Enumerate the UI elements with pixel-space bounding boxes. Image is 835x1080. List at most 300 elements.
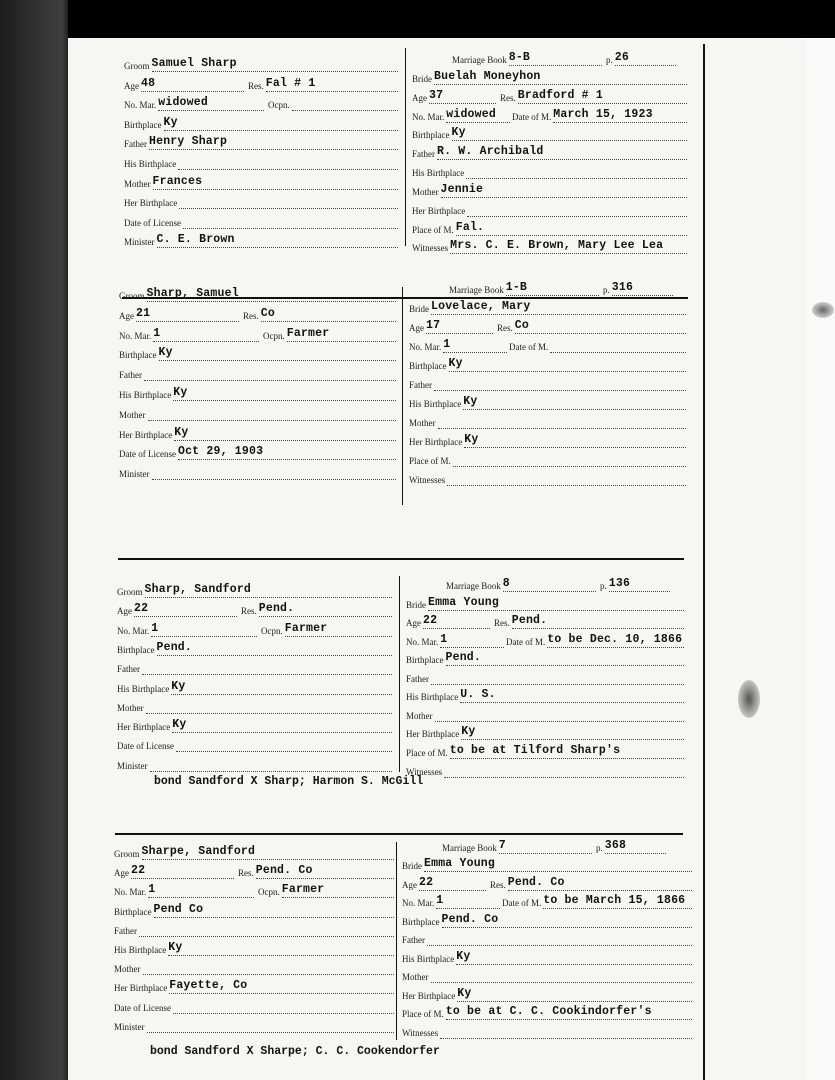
bride-mother-value	[438, 428, 687, 429]
groom-times-married-value: 1	[148, 883, 254, 898]
record-divider-vertical	[396, 842, 397, 1040]
groom-birthplace	[124, 115, 398, 131]
bride-name-value: Emma Young	[424, 857, 692, 872]
groom-date-of-license	[114, 998, 394, 1014]
groom-mother-birthplace	[117, 717, 392, 733]
groom-father-birthplace-value: Ky	[173, 386, 396, 401]
bride-father-birthplace-label: His Birthplace	[406, 692, 459, 703]
bride-mother-label: Mother	[412, 186, 439, 197]
bride-date-of-marriage-value: to be Dec. 10, 1866	[547, 632, 683, 646]
groom-times-married-label: No. Mar.	[119, 330, 152, 341]
record-divider-vertical	[402, 287, 403, 505]
bride-father	[409, 375, 686, 391]
bride-mother-birthplace	[406, 724, 684, 740]
groom-name-value: Sharp, Samuel	[147, 287, 397, 302]
bride-age-label: Age	[406, 618, 421, 629]
groom-birthplace-value: Pend.	[157, 641, 393, 656]
bride-residence-value: Pend. Co	[508, 876, 692, 891]
bride-residence-label: Res.	[497, 323, 513, 334]
groom-minister	[119, 464, 396, 480]
marriage-book-page	[596, 838, 666, 854]
groom-minister-label: Minister	[114, 1021, 145, 1032]
bride-times-married	[402, 893, 500, 909]
witnesses-value	[440, 1038, 692, 1039]
bride-age	[412, 88, 496, 104]
scan-top-border	[0, 0, 835, 38]
bride-mother-value: Jennie	[441, 183, 688, 198]
groom-mother-label: Mother	[114, 964, 141, 975]
groom-occupation	[258, 882, 394, 898]
bride-date-of-marriage-label: Date of M.	[502, 898, 542, 909]
bride-residence-label: Res.	[500, 92, 516, 103]
groom-age	[119, 306, 239, 322]
bride-father-birthplace-label: His Birthplace	[402, 953, 455, 964]
groom-minister-label: Minister	[119, 469, 150, 480]
groom-residence	[241, 601, 392, 617]
groom-father-value: Henry Sharp	[149, 135, 398, 150]
groom-birthplace-value: Pend Co	[154, 903, 395, 918]
groom-minister	[124, 232, 398, 248]
marriage-book	[449, 280, 599, 296]
groom-date-of-license	[119, 444, 396, 460]
groom-times-married-label: No. Mar.	[117, 625, 150, 636]
witnesses	[412, 238, 687, 254]
groom-mother-birthplace	[119, 425, 396, 441]
groom-name-label: Groom	[124, 61, 150, 71]
witnesses	[406, 762, 684, 778]
groom-birthplace-label: Birthplace	[114, 906, 152, 917]
bride-birthplace-value: Ky	[449, 357, 687, 372]
bride-father-birthplace	[402, 949, 692, 965]
groom-age-label: Age	[114, 868, 129, 879]
groom-birthplace-value: Ky	[164, 116, 399, 131]
bride-date-of-marriage	[509, 337, 686, 353]
groom-minister-value: C. E. Brown	[157, 233, 399, 248]
bride-mother-label: Mother	[402, 972, 429, 983]
bride-birthplace	[412, 125, 687, 141]
groom-times-married	[114, 882, 254, 898]
scan-speck	[812, 302, 834, 318]
bride-father-label: Father	[409, 380, 432, 391]
bride-residence	[497, 318, 686, 334]
groom-name-value: Samuel Sharp	[152, 57, 399, 72]
groom-minister-value	[147, 1032, 395, 1033]
marriage-book	[442, 838, 592, 854]
groom-residence-value: Pend. Co	[256, 864, 394, 879]
bride-mother	[406, 706, 684, 722]
place-of-marriage-value	[453, 466, 686, 467]
groom-mother-birthplace-value	[179, 208, 398, 209]
groom-father-label: Father	[117, 664, 140, 675]
groom-occupation-label: Ocpn.	[263, 330, 285, 341]
groom-father-birthplace	[124, 154, 398, 170]
groom-mother-birthplace-value: Ky	[174, 426, 396, 441]
bride-times-married-label: No. Mar.	[412, 111, 445, 122]
place-of-marriage-label: Place of M.	[402, 1009, 444, 1020]
groom-birthplace	[114, 902, 394, 918]
groom-mother-value	[146, 713, 393, 714]
groom-father	[117, 659, 392, 675]
groom-minister-label: Minister	[117, 760, 148, 771]
groom-father-birthplace-label: His Birthplace	[119, 390, 172, 400]
bride-name-label: Bride	[412, 73, 432, 84]
bride-times-married-label: No. Mar.	[402, 898, 435, 909]
record-separator-line	[118, 558, 684, 560]
groom-name-value: Sharpe, Sandford	[142, 845, 395, 860]
bride-date-of-marriage-value: March 15, 1923	[553, 108, 687, 123]
scan-right-margin	[805, 38, 835, 1080]
bride-age-label: Age	[409, 323, 424, 334]
groom-name-label: Groom	[117, 587, 143, 597]
groom-father-birthplace-value: Ky	[171, 680, 392, 695]
bride-residence	[490, 875, 692, 891]
marriage-book-label: Marriage Book	[452, 55, 507, 65]
groom-father-label: Father	[119, 370, 142, 381]
groom-birthplace	[119, 345, 396, 361]
bride-mother-birthplace-label: Her Birthplace	[409, 437, 463, 448]
bride-father-birthplace-label: His Birthplace	[409, 399, 462, 410]
bride-age-label: Age	[402, 879, 417, 890]
witnesses-label: Witnesses	[402, 1027, 439, 1038]
bride-date-of-marriage	[502, 893, 692, 909]
bride-name	[406, 595, 684, 611]
bride-residence-value: Pend.	[512, 614, 684, 629]
bride-father	[406, 669, 684, 685]
groom-name	[124, 56, 398, 72]
groom-times-married	[117, 621, 257, 637]
bride-father-label: Father	[412, 149, 435, 160]
groom-age-value: 22	[134, 602, 237, 617]
witnesses	[402, 1023, 692, 1039]
bride-father-birthplace-label: His Birthplace	[412, 168, 465, 179]
bride-father	[412, 144, 687, 160]
groom-age-label: Age	[124, 80, 139, 91]
bride-father-value: R. W. Archibald	[437, 145, 687, 160]
groom-mother-value: Frances	[153, 175, 399, 190]
groom-father-birthplace-label: His Birthplace	[124, 159, 177, 169]
bride-age	[402, 875, 486, 891]
bride-residence-label: Res.	[490, 879, 506, 890]
groom-age	[117, 601, 237, 617]
bride-name	[409, 299, 686, 315]
groom-mother-label: Mother	[119, 409, 146, 420]
bride-residence-value: Co	[515, 319, 686, 334]
bride-father-value	[431, 684, 684, 685]
bond-note: bond Sandford X Sharpe; C. C. Cookendorfer	[150, 1045, 440, 1058]
bride-times-married-value: 1	[436, 894, 500, 909]
bride-birthplace-label: Birthplace	[412, 130, 450, 141]
groom-father-label: Father	[114, 925, 137, 936]
groom-residence-label: Res.	[238, 868, 254, 879]
groom-father-label: Father	[124, 139, 147, 150]
marriage-book-value: 8	[503, 577, 596, 592]
groom-date-of-license	[117, 736, 392, 752]
marriage-book-label: Marriage Book	[442, 843, 497, 853]
bride-residence	[494, 613, 684, 629]
groom-occupation-value: Farmer	[282, 883, 394, 898]
bride-mother-birthplace-value: Ky	[457, 987, 692, 1002]
record-divider-vertical	[399, 576, 400, 772]
bride-name-label: Bride	[406, 599, 426, 610]
groom-mother-birthplace-value: Fayette, Co	[169, 979, 394, 994]
place-of-marriage-value: to be at C. C. Cookindorfer's	[446, 1005, 692, 1020]
groom-father-birthplace	[114, 940, 394, 956]
groom-name	[117, 582, 392, 598]
groom-occupation-value: Farmer	[287, 327, 396, 342]
marriage-book-page-label: p.	[600, 581, 607, 591]
groom-mother-label: Mother	[117, 702, 144, 713]
groom-age-label: Age	[119, 310, 134, 321]
bride-mother-birthplace-value: Ky	[461, 725, 684, 740]
scan-left-border	[0, 0, 68, 1080]
groom-birthplace-label: Birthplace	[117, 644, 155, 655]
groom-date-of-license-value	[183, 228, 398, 229]
bride-mother	[402, 967, 692, 983]
bride-date-of-marriage-label: Date of M.	[512, 111, 552, 122]
groom-father-birthplace-label: His Birthplace	[114, 945, 167, 955]
marriage-book-page	[600, 576, 670, 592]
bride-times-married-value: 1	[443, 338, 507, 353]
witnesses-value: Mrs. C. E. Brown, Mary Lee Lea	[450, 239, 687, 254]
groom-residence-label: Res.	[241, 606, 257, 617]
groom-father-value	[142, 674, 392, 675]
marriage-book-page	[603, 280, 673, 296]
place-of-marriage	[406, 743, 684, 759]
bride-birthplace-value: Ky	[452, 126, 688, 141]
bride-birthplace	[409, 356, 686, 372]
scan-smudge	[738, 680, 760, 718]
bride-age-value: 22	[423, 614, 490, 629]
groom-name-label: Groom	[114, 849, 140, 859]
bride-father-label: Father	[402, 935, 425, 946]
groom-age-value: 21	[136, 307, 239, 322]
groom-minister-value	[150, 771, 393, 772]
groom-occupation	[263, 326, 396, 342]
marriage-book-page-value: 368	[605, 839, 666, 854]
bride-birthplace	[402, 912, 692, 928]
groom-minister-value	[152, 479, 397, 480]
bride-mother	[409, 413, 686, 429]
groom-father-birthplace	[119, 385, 396, 401]
groom-date-of-license-value: Oct 29, 1903	[178, 445, 396, 460]
witnesses-label: Witnesses	[409, 475, 446, 486]
groom-times-married-label: No. Mar.	[124, 100, 157, 111]
witnesses	[409, 470, 686, 486]
groom-name	[114, 844, 394, 860]
groom-mother-birthplace-label: Her Birthplace	[117, 722, 171, 733]
place-of-marriage	[402, 1004, 692, 1020]
groom-occupation	[261, 621, 392, 637]
groom-father-birthplace-value: Ky	[168, 941, 394, 956]
groom-father-birthplace	[117, 679, 392, 695]
marriage-book-page-label: p.	[606, 55, 613, 65]
groom-occupation-value: Farmer	[285, 622, 392, 637]
marriage-book-value: 1-B	[506, 281, 599, 296]
groom-occupation-label: Ocpn.	[261, 625, 283, 636]
groom-date-of-license-label: Date of License	[124, 217, 181, 228]
place-of-marriage-value: Fal.	[456, 221, 687, 236]
groom-father-birthplace-label: His Birthplace	[117, 683, 170, 694]
groom-age	[124, 76, 244, 92]
bride-times-married	[406, 632, 504, 648]
groom-date-of-license-label: Date of License	[114, 1002, 171, 1013]
groom-occupation-label: Ocpn.	[268, 100, 290, 111]
record-divider-vertical	[405, 48, 406, 246]
bride-mother-birthplace	[402, 986, 692, 1002]
marriage-book	[452, 50, 602, 66]
bride-birthplace-value: Pend. Co	[442, 913, 693, 928]
groom-age-value: 48	[141, 77, 244, 92]
bride-mother-value	[435, 721, 685, 722]
bride-residence-value: Bradford # 1	[518, 89, 687, 104]
bride-mother-birthplace-label: Her Birthplace	[406, 729, 460, 740]
groom-residence	[238, 863, 394, 879]
bride-mother-birthplace-label: Her Birthplace	[402, 990, 456, 1001]
witnesses-value	[447, 485, 686, 486]
bride-age-value: 37	[429, 89, 496, 104]
groom-age	[114, 863, 234, 879]
groom-residence	[243, 306, 396, 322]
bride-mother-birthplace	[412, 201, 687, 217]
bride-father-birthplace-value: Ky	[463, 395, 686, 410]
groom-father	[124, 134, 398, 150]
bride-age-value: 17	[426, 319, 493, 334]
groom-date-of-license-value	[173, 1013, 394, 1014]
groom-residence-label: Res.	[248, 80, 264, 91]
groom-mother-value	[143, 974, 395, 975]
bride-father-birthplace	[409, 394, 686, 410]
groom-date-of-license	[124, 213, 398, 229]
place-of-marriage-value: to be at Tilford Sharp's	[450, 744, 684, 759]
groom-father-value	[144, 380, 396, 381]
bride-mother-birthplace-value	[467, 216, 687, 217]
groom-mother-birthplace-label: Her Birthplace	[124, 198, 178, 209]
bride-birthplace-label: Birthplace	[402, 916, 440, 927]
marriage-book-page-value: 26	[615, 51, 676, 66]
bride-name	[412, 69, 687, 85]
bride-age-value: 22	[419, 876, 486, 891]
bride-residence-label: Res.	[494, 618, 510, 629]
bride-name	[402, 856, 692, 872]
bride-date-of-marriage-value: to be March 15, 1866	[543, 894, 692, 909]
groom-residence	[248, 76, 398, 92]
groom-mother	[114, 959, 394, 975]
bride-date-of-marriage-value	[550, 352, 686, 353]
bride-birthplace-value: Pend.	[446, 651, 685, 666]
marriage-book-page-label: p.	[596, 843, 603, 853]
bride-date-of-marriage	[506, 632, 684, 648]
bride-father-label: Father	[406, 673, 429, 684]
marriage-book-page-label: p.	[603, 285, 610, 295]
groom-mother-value	[148, 420, 397, 421]
bond-note: bond Sandford X Sharp; Harmon S. McGill	[154, 775, 424, 788]
marriage-book-value: 7	[499, 839, 592, 854]
bride-father-birthplace	[406, 687, 684, 703]
groom-residence-value: Pend.	[259, 602, 392, 617]
bride-mother-value	[431, 982, 693, 983]
groom-mother-birthplace	[124, 193, 398, 209]
groom-date-of-license-value	[176, 751, 392, 752]
groom-times-married-value: widowed	[158, 96, 264, 111]
place-of-marriage	[409, 451, 686, 467]
marriage-book-page-value: 136	[609, 577, 670, 592]
bride-residence	[500, 88, 687, 104]
groom-mother	[117, 698, 392, 714]
bride-birthplace-label: Birthplace	[409, 361, 447, 372]
bride-father-birthplace-value	[466, 178, 687, 179]
bride-mother-birthplace-value: Ky	[464, 433, 686, 448]
groom-mother	[119, 405, 396, 421]
bride-times-married-label: No. Mar.	[409, 342, 442, 353]
groom-birthplace-label: Birthplace	[124, 119, 162, 130]
place-of-marriage-label: Place of M.	[406, 748, 448, 759]
groom-father-birthplace-value	[178, 169, 398, 170]
bride-age	[409, 318, 493, 334]
groom-name-value: Sharp, Sandford	[145, 583, 393, 598]
bride-name-label: Bride	[409, 304, 429, 315]
bride-birthplace	[406, 650, 684, 666]
groom-mother-label: Mother	[124, 178, 151, 189]
groom-age-value: 22	[131, 864, 234, 879]
bride-name-value: Lovelace, Mary	[431, 300, 686, 315]
groom-birthplace-label: Birthplace	[119, 350, 157, 361]
marriage-book-value: 8-B	[509, 51, 602, 66]
groom-residence-label: Res.	[243, 310, 259, 321]
bride-times-married	[412, 107, 510, 123]
groom-birthplace	[117, 640, 392, 656]
marriage-book-page	[606, 50, 676, 66]
bride-name-value: Buelah Moneyhon	[434, 70, 687, 85]
bride-times-married-label: No. Mar.	[406, 636, 439, 647]
bride-date-of-marriage	[512, 107, 687, 123]
groom-date-of-license-label: Date of License	[119, 449, 176, 460]
bride-times-married-value: widowed	[446, 108, 510, 123]
page-edge-line	[703, 44, 705, 1080]
bride-father-birthplace-value: Ky	[456, 950, 692, 965]
bride-mother-birthplace	[409, 432, 686, 448]
marriage-book-label: Marriage Book	[446, 581, 501, 591]
groom-times-married-value: 1	[151, 622, 257, 637]
groom-occupation-value	[292, 110, 398, 111]
bride-birthplace-label: Birthplace	[406, 655, 444, 666]
bride-mother	[412, 182, 687, 198]
groom-mother-birthplace	[114, 978, 394, 994]
groom-times-married-value: 1	[153, 327, 259, 342]
groom-minister	[117, 756, 392, 772]
groom-name	[119, 286, 396, 302]
bride-father-value	[427, 945, 692, 946]
marriage-book-label: Marriage Book	[449, 285, 504, 295]
groom-birthplace-value: Ky	[159, 346, 397, 361]
record-separator-line	[115, 833, 683, 835]
bride-age-label: Age	[412, 92, 427, 103]
groom-name-label: Groom	[119, 291, 145, 301]
groom-father	[119, 365, 396, 381]
witnesses-label: Witnesses	[412, 243, 449, 254]
bride-times-married	[409, 337, 507, 353]
groom-father-value	[139, 936, 394, 937]
bride-times-married-value: 1	[440, 633, 504, 648]
bride-mother-birthplace-label: Her Birthplace	[412, 205, 466, 216]
bride-name-value: Emma Young	[428, 596, 684, 611]
groom-times-married	[124, 95, 264, 111]
groom-mother-birthplace-label: Her Birthplace	[119, 429, 173, 440]
bride-age	[406, 613, 490, 629]
bride-date-of-marriage-label: Date of M.	[509, 342, 549, 353]
place-of-marriage-label: Place of M.	[409, 456, 451, 467]
marriage-book	[446, 576, 596, 592]
groom-mother-birthplace-value: Ky	[172, 718, 392, 733]
